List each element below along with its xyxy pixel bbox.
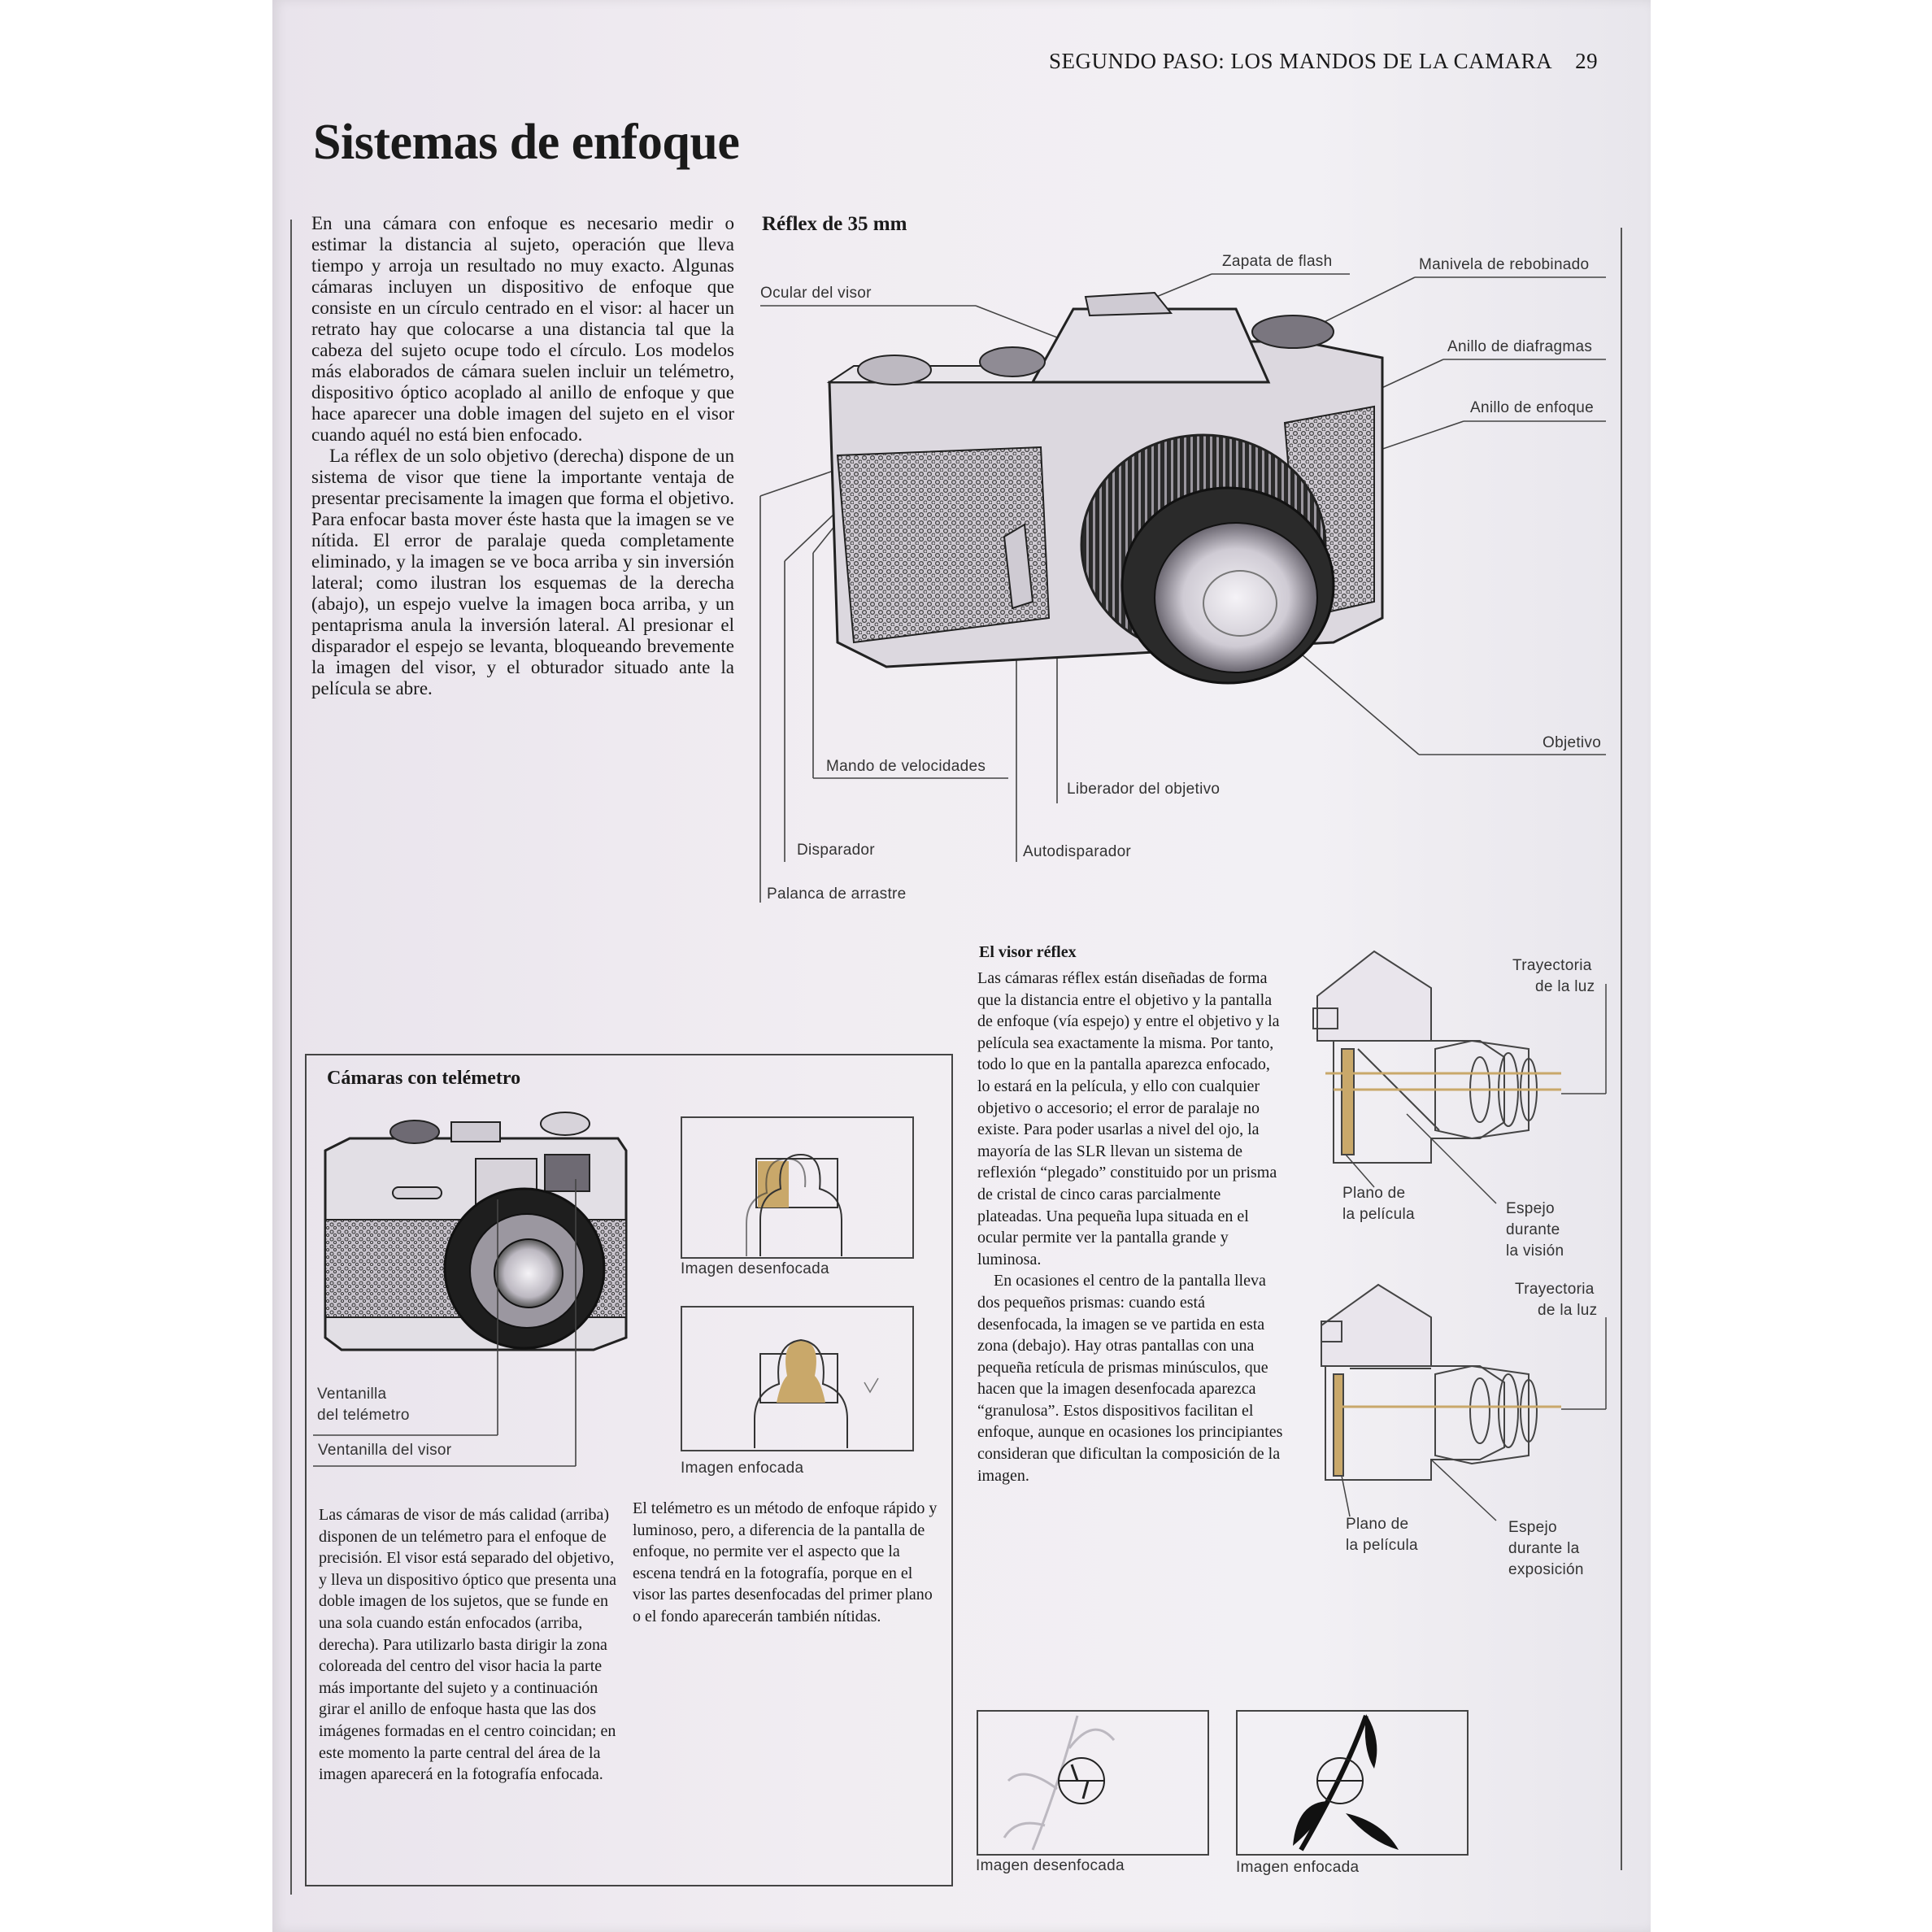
diag1-espejo-line1: Espejo (1506, 1200, 1555, 1217)
diag2-espejo-line2: durante la (1508, 1540, 1580, 1557)
label-ventanilla-visor: Ventanilla del visor (318, 1442, 452, 1459)
page-number: 29 (1575, 49, 1599, 73)
diag2-plano-line2: la película (1346, 1537, 1418, 1554)
page-title: Sistemas de enfoque (313, 115, 740, 170)
rangefinder-text-col1: Las cámaras de visor de más calidad (arriba) disponen de un telémetro para el enfoque de precisión. El visor está separado del objetivo, y lleva un dispositivo óptico que presenta una doble imagen de los sujetos, que se funde en una sola cuando están enfocados (arriba, derecha). Para utilizarlo basta dirigir la zona coloreada del centro del visor hacia la parte más importante del sujeto y a continuación girar el anillo de enfoque hasta que las dos imágenes formadas en el centro coincidan; en este momento la parte central del área de la imagen aparecerá en la fotografía enfocada. (319, 1506, 617, 1784)
rangefinder-focused-caption: Imagen enfocada (681, 1460, 804, 1477)
section-title: SEGUNDO PASO: LOS MANDOS DE LA CAMARA (1049, 49, 1553, 73)
diag1-plano-line2: la película (1342, 1206, 1415, 1223)
label-ventanilla-telemetro-line2: del telémetro (317, 1407, 410, 1424)
label-ventanilla-telemetro-line1: Ventanilla (317, 1386, 387, 1403)
label-palanca: Palanca de arrastre (767, 886, 907, 903)
visor-reflex-paragraph-2: En ocasiones el centro de la pantalla lleva dos pequeños prismas: cuando está desenfocada, la imagen se ve partida en esta zona (debajo). Hay otras pantallas con una pequeña retícula de prismas minúsculos, que hacen que la imagen desenfocada aparezca “granulosa”. Estos dispositivos facilitan el enfoque, aunque en ocasiones los principiantes consideran que dificultan la composición de la imagen. (977, 1272, 1283, 1485)
diag1-espejo-line3: la visión (1506, 1242, 1564, 1260)
diag1-plano-line1: Plano de (1342, 1185, 1406, 1202)
visor-reflex-paragraph-1: Las cámaras réflex están diseñadas de forma que la distancia entre el objetivo y la pantalla de enfoque (vía espejo) y entre el objetivo y la película sea exactamente la misma. Por tanto, todo lo que en la pantalla aparezca enfocado, lo estará en la película, y ello con cualquier objetivo o accesorio; el error de paralaje no existe. Para poder usarlas a nivel del ojo, la mayoría de las SLR llevan un sistema de reflexión “plegado” constituido por un prisma de cristal de cinco caras parcialmente plateadas. Una pequeña lupa situada en el ocular permite ver la pantalla grande y luminosa. (977, 969, 1280, 1268)
diag2-plano-line1: Plano de (1346, 1516, 1409, 1533)
label-zapata: Zapata de flash (1222, 253, 1333, 270)
diag2-trayectoria-line2: de la luz (1538, 1302, 1598, 1319)
label-enfoque: Anillo de enfoque (1470, 399, 1594, 416)
split-unfocused-caption: Imagen desenfocada (976, 1857, 1125, 1874)
label-objetivo: Objetivo (1543, 734, 1602, 751)
diag1-trayectoria-line2: de la luz (1535, 978, 1595, 995)
diag2-espejo-line1: Espejo (1508, 1519, 1557, 1536)
label-diafragmas: Anillo de diafragmas (1447, 338, 1593, 355)
diag1-espejo-line2: durante (1506, 1221, 1560, 1238)
diag1-trayectoria-line1: Trayectoria (1512, 957, 1592, 974)
label-autodisparador: Autodisparador (1023, 843, 1132, 860)
label-liberador: Liberador del objetivo (1067, 781, 1221, 798)
intro-paragraph-1: En una cámara con enfoque es necesario medir o estimar la distancia al sujeto, operación que lleva tiempo y arroja un resultado no muy exacto. Algunas cámaras incluyen un dispositivo de enfoque que consiste en un círculo centrado en el visor: al hacer un retrato hay que colocarse a una distancia tal que la cabeza del sujeto ocupe todo el círculo. Los modelos más elaborados de cámara suelen incluir un telémetro, dispositivo óptico acoplado al anillo de enfoque y que hace aparecer una doble imagen del sujeto en el visor cuando aquél no está bien enfocado. (311, 213, 734, 445)
split-focused-caption: Imagen enfocada (1236, 1859, 1360, 1876)
label-disparador: Disparador (797, 842, 875, 859)
rangefinder-text-col2: El telémetro es un método de enfoque rápido y luminoso, pero, a diferencia de la pantalla de enfoque, no permite ver el aspecto que la escena tendrá en la fotografía, porque en el visor las partes desenfocadas del primer plano o el fondo aparecerán también nítidas. (633, 1499, 938, 1625)
rangefinder-heading: Cámaras con telémetro (327, 1068, 521, 1089)
diag2-trayectoria-line1: Trayectoria (1515, 1281, 1595, 1298)
intro-paragraph-2: La réflex de un solo objetivo (derecha) dispone de un sistema de visor que tiene la importante ventaja de presentar precisamente la imagen que forma el objetivo. Para enfocar basta mover éste hasta que la imagen se ve nítida. El error de paralaje queda completamente eliminado, y la imagen se ve boca arriba y sin inversión lateral; como ilustran los esquemas de la derecha (abajo), un espejo vuelve la imagen boca arriba, y un pentaprisma anula la inversión lateral. Al presionar el disparador el espejo se levanta, bloqueando brevemente la imagen del visor, y el obturador situado ante la película se abre. (311, 446, 734, 698)
label-manivela: Manivela de rebobinado (1419, 256, 1590, 273)
label-velocidades: Mando de velocidades (826, 758, 986, 775)
slr-heading: Réflex de 35 mm (762, 213, 907, 235)
visor-reflex-heading: El visor réflex (979, 943, 1077, 961)
rangefinder-unfocused-caption: Imagen desenfocada (681, 1260, 829, 1277)
diag2-espejo-line3: exposición (1508, 1561, 1584, 1578)
label-ocular: Ocular del visor (760, 285, 872, 302)
